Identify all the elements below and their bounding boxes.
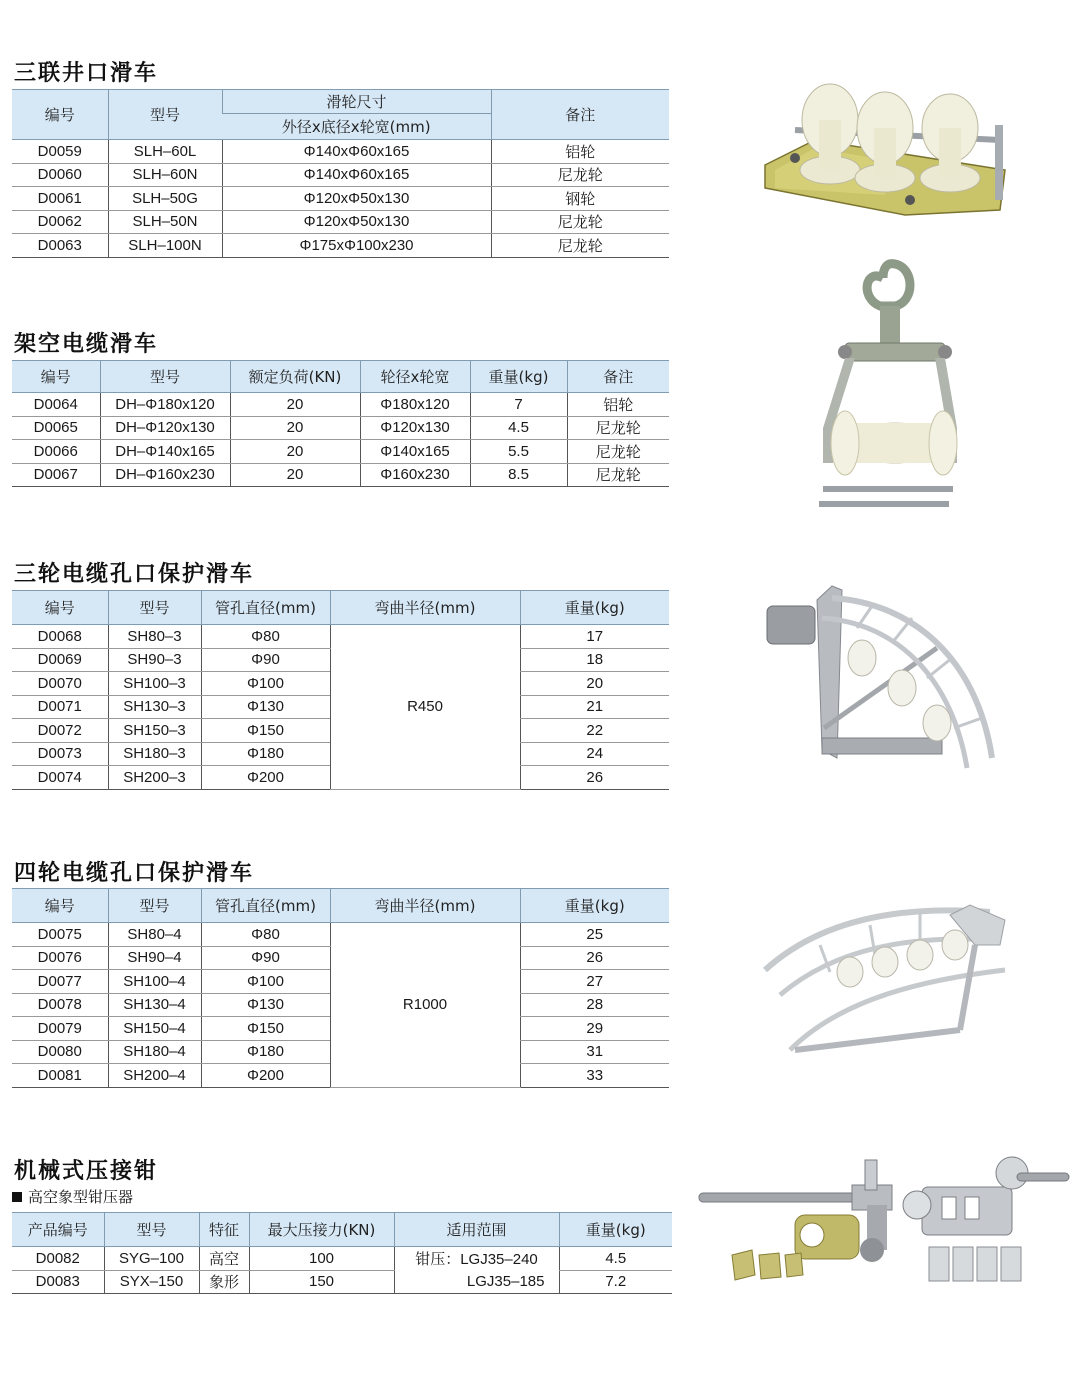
cell-id: D0067 — [12, 463, 100, 487]
cell-id: D0073 — [12, 742, 108, 766]
crimping-tool-table — [12, 1212, 672, 1294]
cell-weight: 7.2 — [559, 1270, 672, 1294]
cell-feature: 高空 — [199, 1247, 249, 1271]
cell-weight: 8.5 — [470, 463, 567, 487]
cell-id: D0076 — [12, 946, 108, 970]
cell-id: D0061 — [12, 187, 108, 211]
triple-pulley-image — [755, 70, 1025, 220]
cell-size: Φ120xΦ50x130 — [222, 210, 491, 234]
cell-diameter: Φ100 — [201, 970, 330, 994]
four-wheel-guard-pulley-image — [760, 900, 1015, 1065]
cell-remark: 尼龙轮 — [567, 463, 669, 487]
table-row — [12, 210, 669, 234]
table-row — [12, 625, 669, 649]
cell-diameter: Φ80 — [201, 625, 330, 649]
col-header-id: 编号 — [12, 90, 108, 140]
cell-weight: 33 — [520, 1064, 669, 1088]
cell-range: LGJ35–185 — [394, 1270, 559, 1294]
cell-load: 20 — [230, 440, 360, 464]
col-header-pipe-diameter: 管孔直径(mm) — [201, 889, 330, 923]
table-row — [12, 440, 669, 464]
cell-model: SLH–50N — [108, 210, 222, 234]
cell-load: 20 — [230, 463, 360, 487]
cell-id: D0081 — [12, 1064, 108, 1088]
cell-model: SH90–3 — [108, 648, 201, 672]
col-header-weight: 重量(kg) — [520, 591, 669, 625]
col-header-model: 型号 — [108, 591, 201, 625]
col-header-id: 编号 — [12, 889, 108, 923]
table-row — [12, 140, 669, 164]
col-header-weight: 重量(kg) — [520, 889, 669, 923]
col-header-product-id: 产品编号 — [12, 1213, 104, 1247]
four-wheel-table — [12, 888, 669, 1088]
crimping-tool-image — [697, 1155, 1072, 1290]
cell-id: D0082 — [12, 1247, 104, 1271]
cell-size: Φ140xΦ60x165 — [222, 140, 491, 164]
section-title-three-wheel-guard-pulley: 三轮电缆孔口保护滑车 — [14, 562, 255, 587]
cell-id: D0059 — [12, 140, 108, 164]
cell-model: SLH–50G — [108, 187, 222, 211]
col-header-rated-load: 额定负荷(KN) — [230, 361, 360, 393]
cell-id: D0071 — [12, 695, 108, 719]
cell-load: 20 — [230, 393, 360, 417]
cell-model: SLH–60N — [108, 163, 222, 187]
table-row — [12, 187, 669, 211]
cell-id: D0062 — [12, 210, 108, 234]
cell-id: D0064 — [12, 393, 100, 417]
cell-size: Φ140x165 — [360, 440, 470, 464]
cell-model: SLH–100N — [108, 234, 222, 258]
cell-model: SH80–3 — [108, 625, 201, 649]
table-row — [12, 463, 669, 487]
cell-weight: 24 — [520, 742, 669, 766]
cell-model: SH180–3 — [108, 742, 201, 766]
subtitle-high-altitude-crimper — [12, 1186, 133, 1207]
cell-diameter: Φ130 — [201, 695, 330, 719]
col-header-weight: 重量(kg) — [470, 361, 567, 393]
col-header-pipe-diameter: 管孔直径(mm) — [201, 591, 330, 625]
cell-force: 150 — [249, 1270, 394, 1294]
cell-weight: 26 — [520, 946, 669, 970]
cell-size: Φ180x120 — [360, 393, 470, 417]
cell-model: SH200–4 — [108, 1064, 201, 1088]
col-header-model: 型号 — [100, 361, 230, 393]
section-title-triple-wellhead-pulley: 三联井口滑车 — [14, 61, 159, 86]
cell-id: D0068 — [12, 625, 108, 649]
cell-weight: 4.5 — [559, 1247, 672, 1271]
cell-model: SH130–4 — [108, 993, 201, 1017]
col-header-dimensions: 外径x底径x轮宽(mm) — [222, 114, 491, 140]
cell-model: SLH–60L — [108, 140, 222, 164]
cell-model: SYX–150 — [104, 1270, 199, 1294]
three-wheel-table — [12, 590, 669, 790]
cell-id: D0072 — [12, 719, 108, 743]
cell-feature: 象形 — [199, 1270, 249, 1294]
cell-diameter: Φ200 — [201, 1064, 330, 1088]
cell-model: SH150–3 — [108, 719, 201, 743]
bullet-square-icon — [12, 1192, 22, 1202]
cell-model: SYG–100 — [104, 1247, 199, 1271]
cell-range: 钳压：LGJ35–240 — [394, 1247, 559, 1271]
cell-weight: 5.5 — [470, 440, 567, 464]
cell-id: D0069 — [12, 648, 108, 672]
cell-id: D0060 — [12, 163, 108, 187]
col-header-wheel-size: 轮径x轮宽 — [360, 361, 470, 393]
cell-weight: 25 — [520, 923, 669, 947]
cell-remark: 尼龙轮 — [491, 210, 669, 234]
section-title-four-wheel-guard-pulley: 四轮电缆孔口保护滑车 — [14, 861, 255, 886]
cell-remark: 铝轮 — [567, 393, 669, 417]
cell-remark: 尼龙轮 — [567, 440, 669, 464]
cell-remark: 尼龙轮 — [491, 163, 669, 187]
section-title-mechanical-crimping-tool: 机械式压接钳 — [14, 1159, 159, 1184]
cell-id: D0083 — [12, 1270, 104, 1294]
cell-model: DH–Φ160x230 — [100, 463, 230, 487]
cell-weight: 21 — [520, 695, 669, 719]
cell-remark: 尼龙轮 — [491, 234, 669, 258]
cell-model: SH80–4 — [108, 923, 201, 947]
table-row — [12, 1247, 672, 1271]
col-header-bend-radius: 弯曲半径(mm) — [330, 591, 520, 625]
cell-force: 100 — [249, 1247, 394, 1271]
cell-weight: 22 — [520, 719, 669, 743]
cell-diameter: Φ150 — [201, 1017, 330, 1041]
triple-pulley-table — [12, 89, 669, 258]
overhead-cable-pulley-image — [805, 258, 975, 523]
cell-id: D0077 — [12, 970, 108, 994]
col-header-model: 型号 — [108, 90, 222, 140]
col-header-id: 编号 — [12, 361, 100, 393]
cell-diameter: Φ80 — [201, 923, 330, 947]
col-header-weight: 重量(kg) — [559, 1213, 672, 1247]
cell-id: D0075 — [12, 923, 108, 947]
cell-weight: 31 — [520, 1040, 669, 1064]
cell-id: D0065 — [12, 416, 100, 440]
cell-id: D0063 — [12, 234, 108, 258]
col-header-model: 型号 — [108, 889, 201, 923]
cell-remark: 铝轮 — [491, 140, 669, 164]
cell-load: 20 — [230, 416, 360, 440]
cell-weight: 26 — [520, 766, 669, 790]
cell-diameter: Φ150 — [201, 719, 330, 743]
section-title-overhead-cable-pulley: 架空电缆滑车 — [14, 332, 159, 357]
cell-weight: 4.5 — [470, 416, 567, 440]
cell-diameter: Φ180 — [201, 1040, 330, 1064]
col-header-remark: 备注 — [567, 361, 669, 393]
cell-diameter: Φ180 — [201, 742, 330, 766]
cell-weight: 28 — [520, 993, 669, 1017]
cell-model: SH90–4 — [108, 946, 201, 970]
cell-diameter: Φ200 — [201, 766, 330, 790]
col-header-model: 型号 — [104, 1213, 199, 1247]
three-wheel-guard-pulley-image — [762, 578, 1002, 788]
cell-diameter: Φ130 — [201, 993, 330, 1017]
cell-bend-radius: R450 — [330, 625, 520, 790]
cell-model: DH–Φ180x120 — [100, 393, 230, 417]
cell-size: Φ120xΦ50x130 — [222, 187, 491, 211]
cell-weight: 18 — [520, 648, 669, 672]
cell-id: D0080 — [12, 1040, 108, 1064]
col-header-remark: 备注 — [491, 90, 669, 140]
cell-model: SH130–3 — [108, 695, 201, 719]
table-row — [12, 393, 669, 417]
table-row — [12, 163, 669, 187]
cell-model: DH–Φ120x130 — [100, 416, 230, 440]
cell-weight: 27 — [520, 970, 669, 994]
cell-bend-radius: R1000 — [330, 923, 520, 1088]
col-header-id: 编号 — [12, 591, 108, 625]
cell-weight: 17 — [520, 625, 669, 649]
col-header-range: 适用范围 — [394, 1213, 559, 1247]
col-header-max-force: 最大压接力(KN) — [249, 1213, 394, 1247]
cell-model: DH–Φ140x165 — [100, 440, 230, 464]
cell-id: D0070 — [12, 672, 108, 696]
cell-size: Φ175xΦ100x230 — [222, 234, 491, 258]
cell-model: SH100–3 — [108, 672, 201, 696]
cell-weight: 20 — [520, 672, 669, 696]
cell-id: D0074 — [12, 766, 108, 790]
cell-remark: 尼龙轮 — [567, 416, 669, 440]
table-row — [12, 416, 669, 440]
cell-id: D0078 — [12, 993, 108, 1017]
cell-size: Φ120x130 — [360, 416, 470, 440]
col-header-pulley-size: 滑轮尺寸 — [222, 90, 491, 114]
cell-model: SH200–3 — [108, 766, 201, 790]
cell-model: SH150–4 — [108, 1017, 201, 1041]
cell-diameter: Φ100 — [201, 672, 330, 696]
cell-id: D0066 — [12, 440, 100, 464]
table-row — [12, 923, 669, 947]
col-header-feature: 特征 — [199, 1213, 249, 1247]
cell-model: SH180–4 — [108, 1040, 201, 1064]
col-header-bend-radius: 弯曲半径(mm) — [330, 889, 520, 923]
cell-model: SH100–4 — [108, 970, 201, 994]
table-row — [12, 1270, 672, 1294]
cell-weight: 7 — [470, 393, 567, 417]
cell-remark: 钢轮 — [491, 187, 669, 211]
cell-diameter: Φ90 — [201, 648, 330, 672]
cell-weight: 29 — [520, 1017, 669, 1041]
cell-size: Φ160x230 — [360, 463, 470, 487]
subtitle-text: 高空象型钳压器 — [28, 1188, 134, 1206]
cell-diameter: Φ90 — [201, 946, 330, 970]
overhead-pulley-table — [12, 360, 669, 487]
table-row — [12, 234, 669, 258]
cell-id: D0079 — [12, 1017, 108, 1041]
cell-size: Φ140xΦ60x165 — [222, 163, 491, 187]
